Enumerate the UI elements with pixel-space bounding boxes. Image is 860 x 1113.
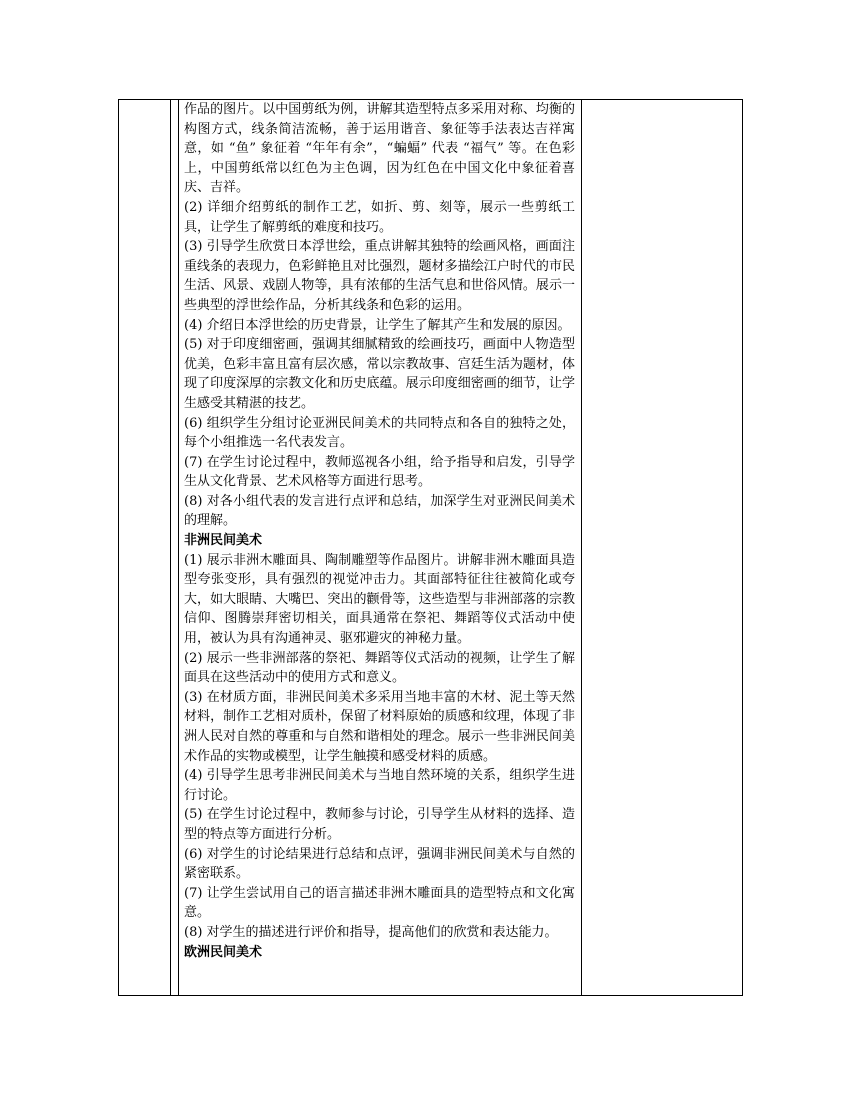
content-paragraph: (2) 详细介绍剪纸的制作工艺，如折、剪、刻等，展示一些剪纸工具，让学生了解剪纸的难度和技巧。 [184,199,575,235]
table-row [119,100,743,996]
right-cell [582,100,743,996]
narrow-cell [171,100,179,996]
content-paragraph: (5) 对于印度细密画，强调其细腻精致的绘画技巧，画面中人物造型优美，色彩丰富且富有层次感，常以宗教故事、宫廷生活为题材，体现了印度深厚的宗教文化和历史底蕴。展示印度细密画的细节，让学生感受其精湛的技艺。 [184,337,575,411]
content-paragraph: (8) 对各小组代表的发言进行点评和总结，加深学生对亚洲民间美术的理解。 [184,493,575,529]
left-cell [119,100,171,996]
content-paragraph: (6) 组织学生分组讨论亚洲民间美术的共同特点和各自的独特之处，每个小组推选一名代表发言。 [184,415,575,451]
content-paragraph: (3) 在材质方面，非洲民间美术多采用当地丰富的木材、泥土等天然材料，制作工艺相对质朴，保留了材料原始的质感和纹理，体现了非洲人民对自然的尊重和与自然和谐相处的理念。展示一些非洲民间美术作品的实物或模型，让学生触摸和感受材料的质感。 [184,689,575,764]
teaching-content-cell [179,100,582,996]
content-paragraph: (4) 引导学生思考非洲民间美术与当地自然环境的关系，组织学生进行讨论。 [184,768,575,803]
content-paragraph: (2) 展示一些非洲部落的祭祀、舞蹈等仪式活动的视频，让学生了解面具在这些活动中的使用方式和意义。 [184,650,575,686]
content-paragraph: (3) 引导学生欣赏日本浮世绘，重点讲解其独特的绘画风格，画面注重线条的表现力，色彩鲜艳且对比强烈，题材多描绘江户时代的市民生活、风景、戏剧人物等，具有浓郁的生活气息和世俗风情。展示一些典型的浮世绘作品，分析其线条和色彩的运用。 [184,239,575,313]
content-paragraph: (7) 让学生尝试用自己的语言描述非洲木雕面具的造型特点和文化寓意。 [184,885,575,921]
teaching-content [179,100,581,995]
content-paragraph: (6) 对学生的讨论结果进行总结和点评，强调非洲民间美术与自然的紧密联系。 [184,846,575,882]
content-paragraph: (5) 在学生讨论过程中，教师参与讨论，引导学生从材料的选择、造型的特点等方面进行分析。 [184,807,575,842]
content-paragraph: (4) 介绍日本浮世绘的历史背景，让学生了解其产生和发展的原因。 [184,317,571,333]
lesson-plan-table [118,99,743,996]
content-paragraph: (1) 展示非洲木雕面具、陶制雕塑等作品图片。讲解非洲木雕面具造型夸张变形，具有强烈的视觉冲击力。其面部特征往往被简化或夸大，如大眼睛、大嘴巴、突出的颧骨等，这些造型与非洲部落的宗教信仰、图腾崇拜密切相关，面具通常在祭祀、舞蹈等仪式活动中使用，被认为具有沟通神灵、驱邪避灾的神秘力量。 [184,552,575,647]
content-paragraph: 作品的图片。以中国剪纸为例，讲解其造型特点多采用对称、均衡的构图方式，线条简洁流畅，善于运用谐音、象征等手法表达吉祥寓意，如 “鱼” 象征着 “年年有余”，“蝙蝠” 代表 “福气” 等。在色彩上，中国剪纸常以红色为主色调，因为红色在中国文化中象征着喜庆、吉祥。 [184,102,575,196]
content-paragraph: (8) 对学生的描述进行评价和指导，提高他们的欣赏和表达能力。 [184,924,558,940]
content-paragraph: (7) 在学生讨论过程中，教师巡视各小组，给予指导和启发，引导学生从文化背景、艺术风格等方面进行思考。 [184,454,575,490]
section-heading: 欧洲民间美术 [184,944,263,960]
section-heading: 非洲民间美术 [184,533,263,549]
